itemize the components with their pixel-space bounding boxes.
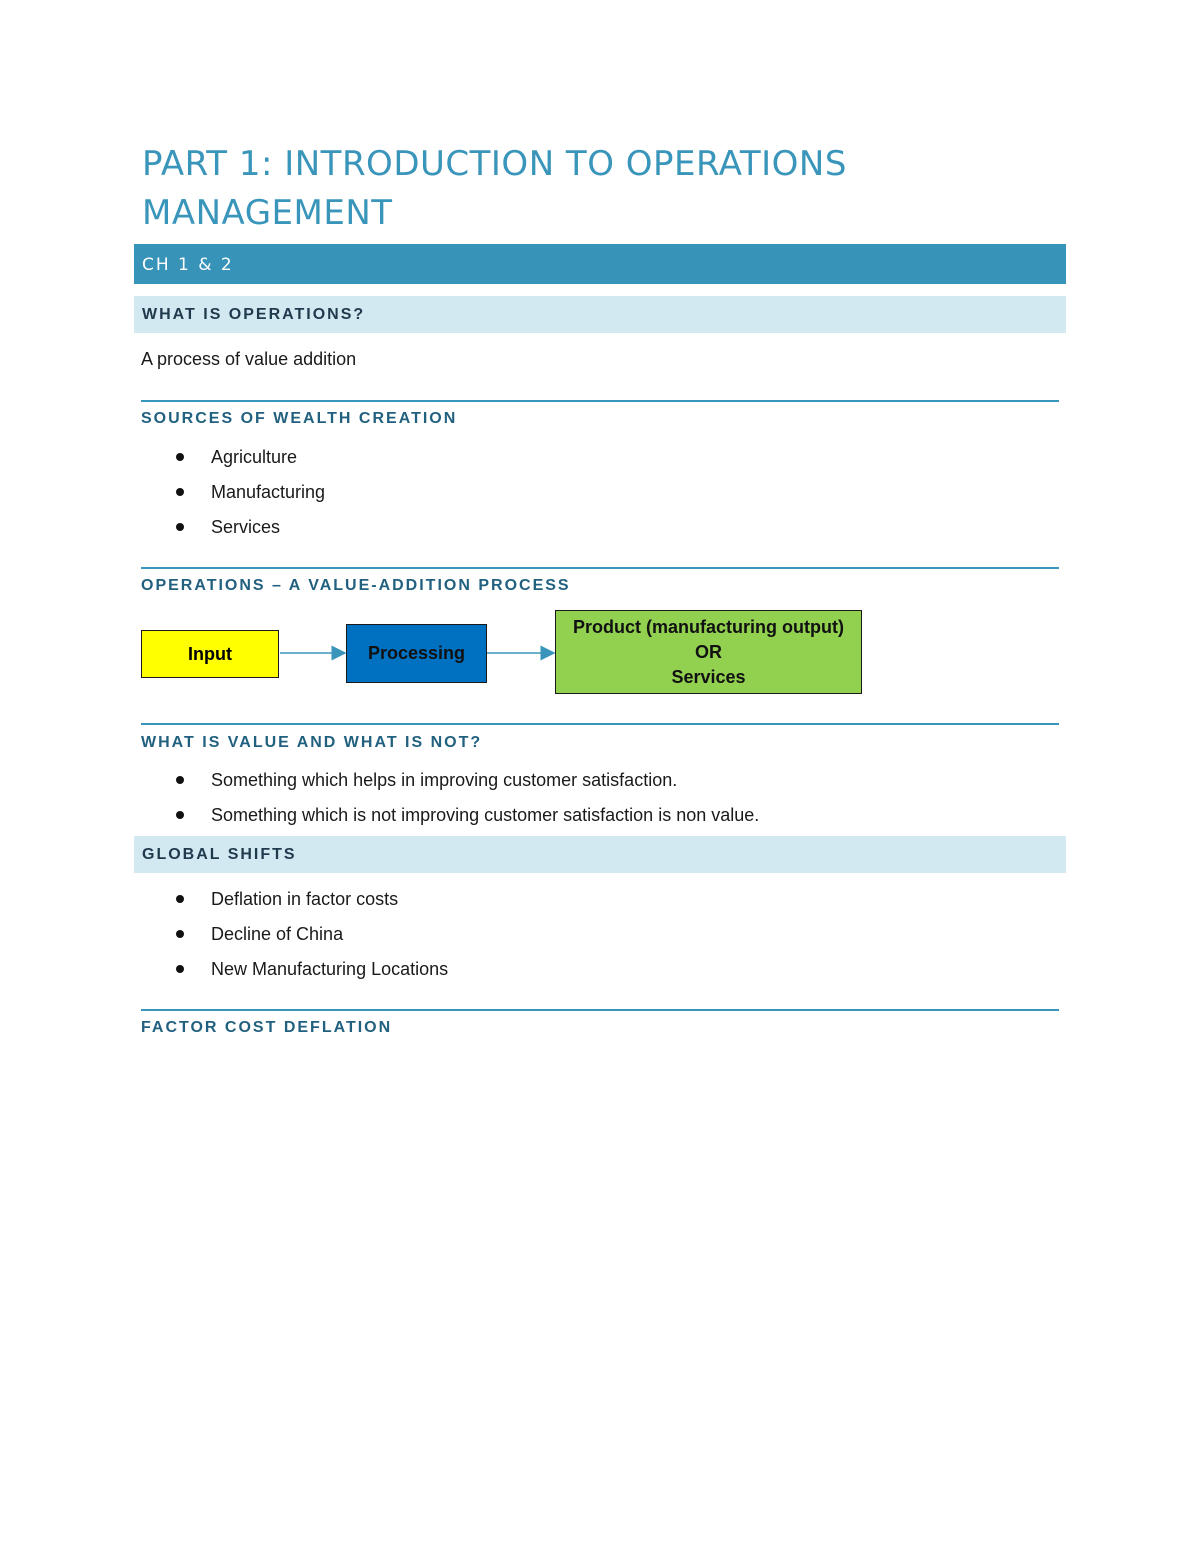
- section-divider: [141, 723, 1059, 725]
- input-box: Input: [141, 630, 279, 678]
- section-divider: [141, 1009, 1059, 1011]
- page-title-line-2: MANAGEMENT: [142, 193, 393, 233]
- bullet-icon: [176, 776, 184, 784]
- bullet-icon: [176, 930, 184, 938]
- bullet-icon: [176, 965, 184, 973]
- heading-what-is-operations: WHAT IS OPERATIONS?: [134, 296, 1066, 333]
- bullet-icon: [176, 811, 184, 819]
- chapter-heading-band: CH 1 & 2: [134, 244, 1066, 284]
- operations-definition-text: A process of value addition: [141, 349, 357, 369]
- document-page: PART 1: INTRODUCTION TO OPERATIONS MANAGEMENT CH 1 & 2 WHAT IS OPERATIONS? A process of value addition SOURCES OF WEALTH CREATION Agriculture Manufacturing Services OPERATIONS – A VALUE-ADDITION PROCESS Input Processing Product (manufacturing output) OR Services WHAT IS VALUE AND WHAT IS NOT? Something which helps in improving customer satisfaction. Something which is not improving customer satisfaction is non value. GLOBAL SHIFTS Deflation in factor costs Decline of China New Manufacturing Locations FACTOR COST DEFLATION: [0, 0, 1200, 1553]
- bullet-icon: [176, 895, 184, 903]
- output-box: Product (manufacturing output) OR Services: [555, 610, 862, 694]
- heading-global-shifts: GLOBAL SHIFTS: [134, 836, 1066, 873]
- heading-value-addition-process: OPERATIONS – A VALUE-ADDITION PROCESS: [141, 577, 571, 594]
- heading-factor-cost-deflation: FACTOR COST DEFLATION: [141, 1019, 393, 1036]
- heading-what-is-value: WHAT IS VALUE AND WHAT IS NOT?: [141, 734, 483, 751]
- heading-sources-of-wealth: SOURCES OF WEALTH CREATION: [141, 410, 458, 427]
- page-title-line-1: PART 1: INTRODUCTION TO OPERATIONS: [142, 144, 847, 184]
- processing-box: Processing: [346, 624, 487, 683]
